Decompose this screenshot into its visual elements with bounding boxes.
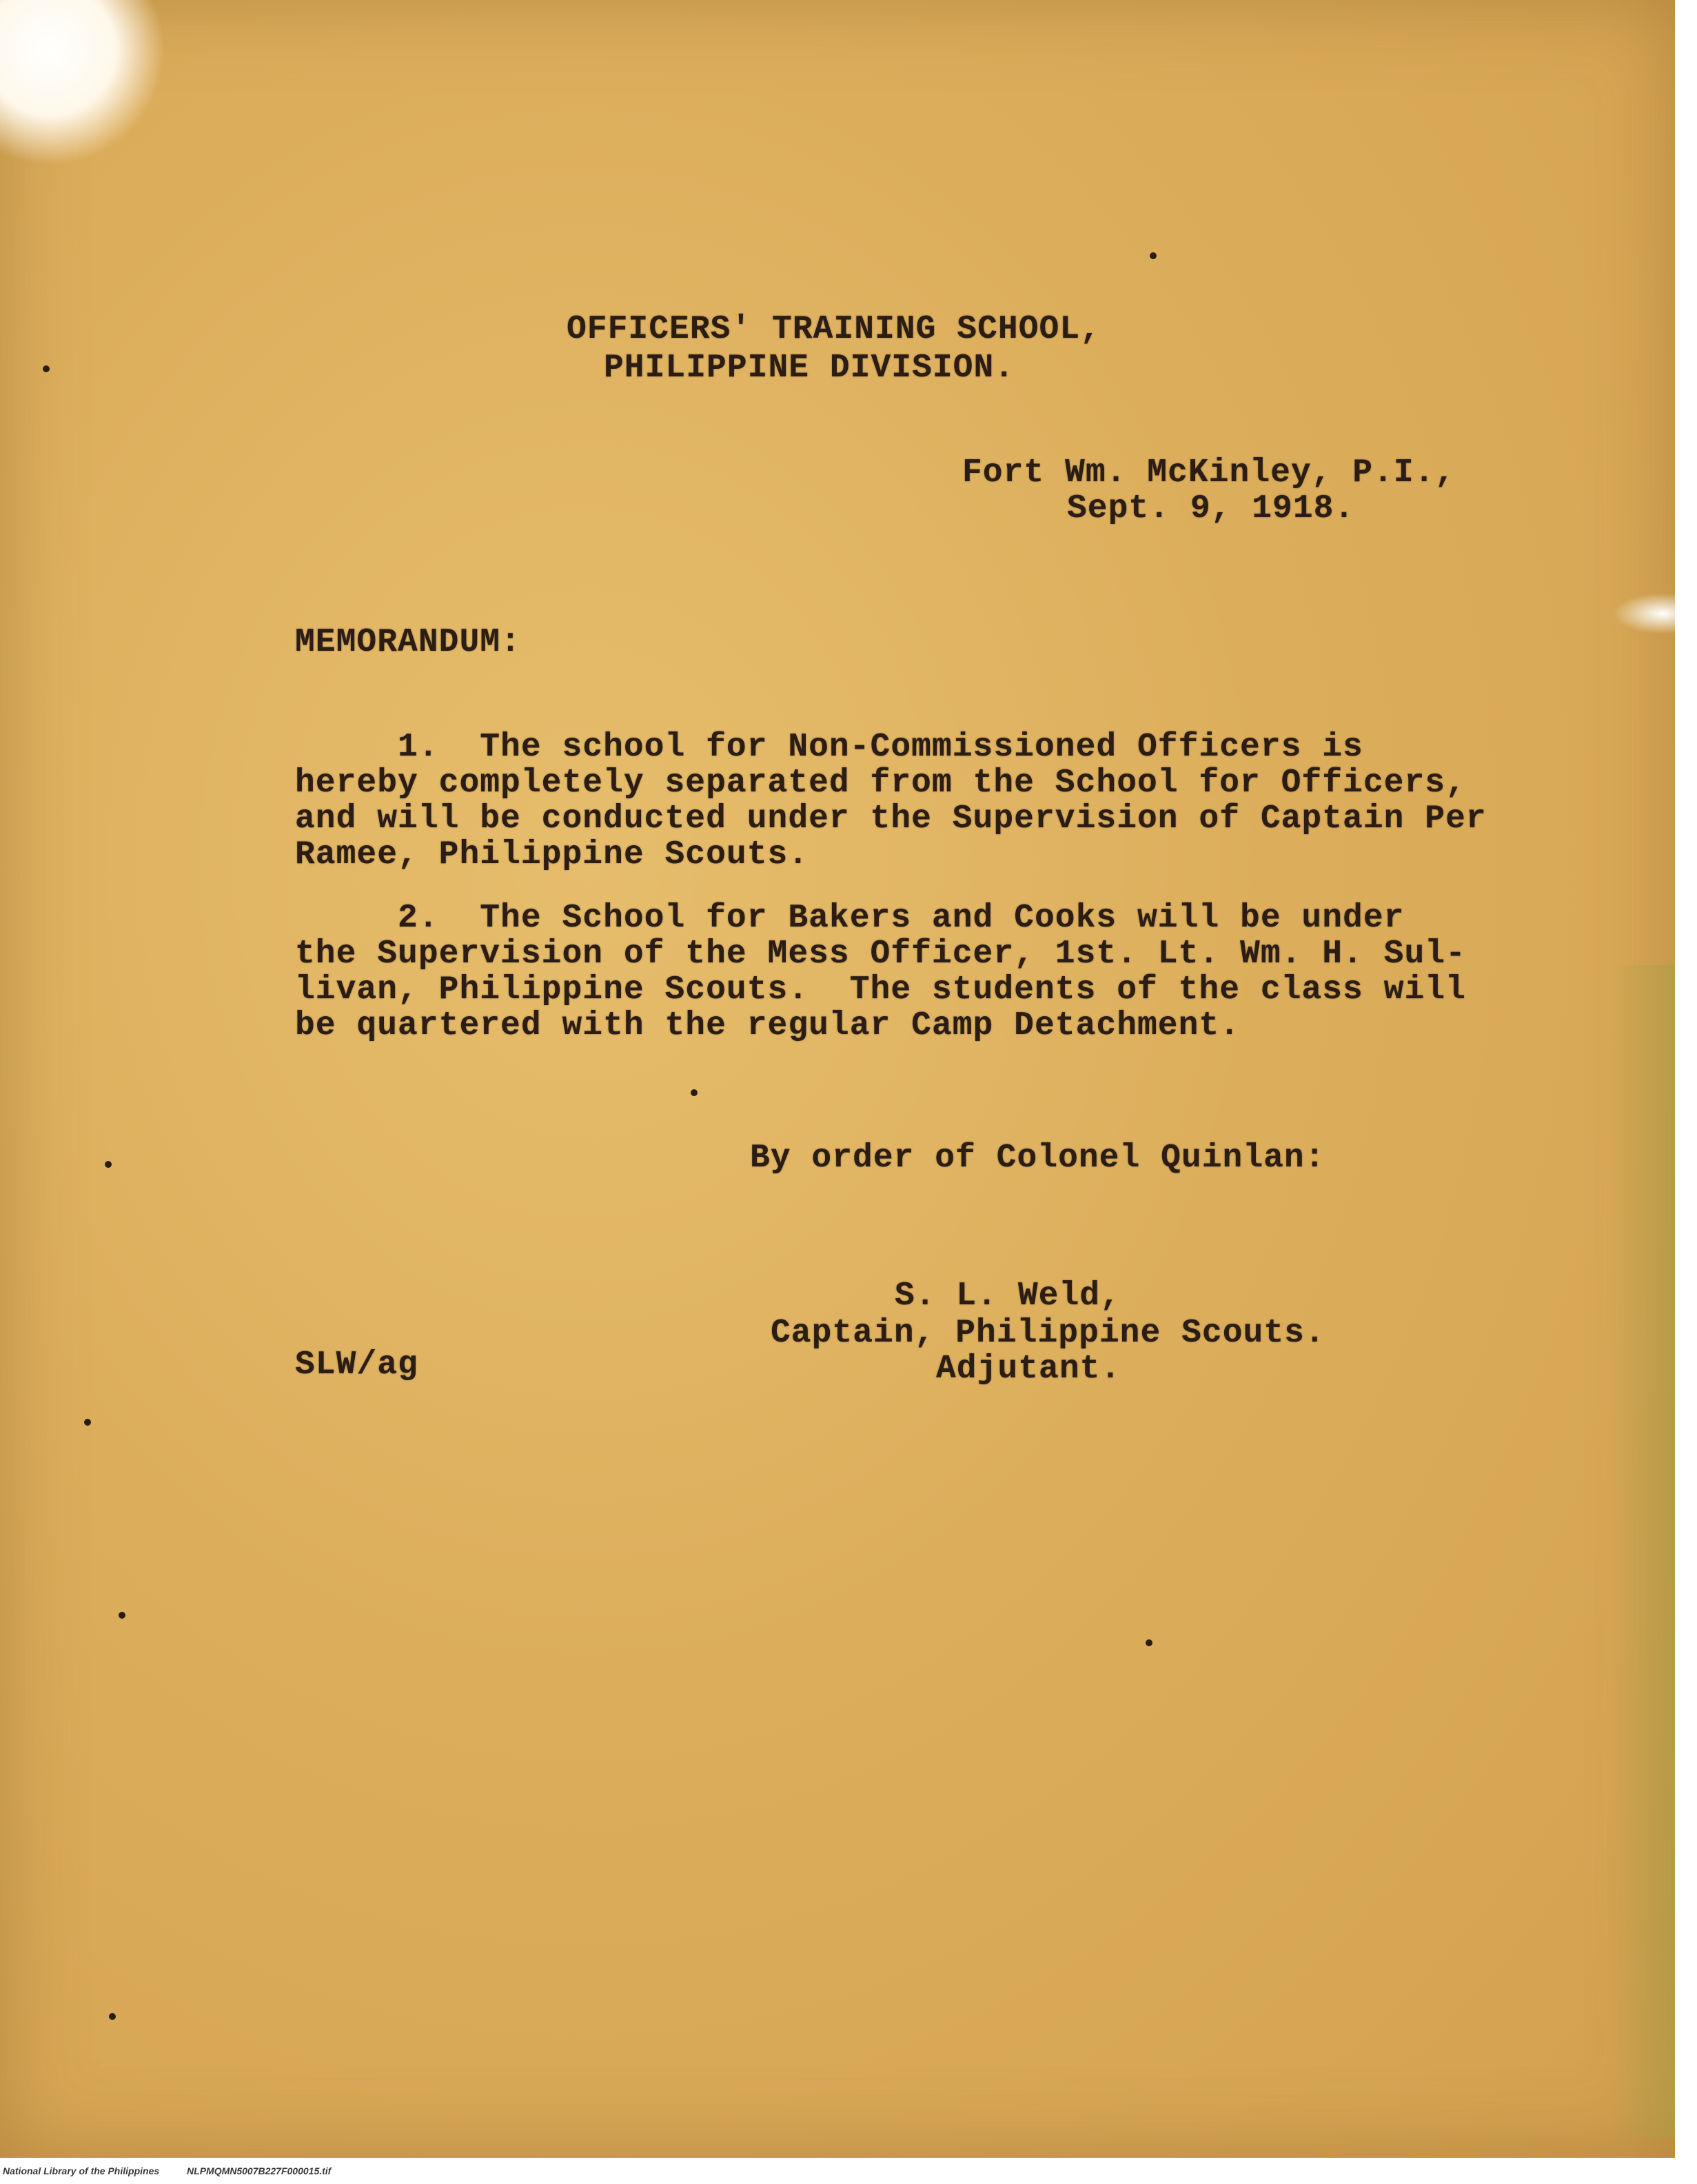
signer-name: S. L. Weld, bbox=[895, 1277, 1121, 1315]
paragraph-line: 2. The School for Bakers and Cooks will be under bbox=[295, 900, 1405, 937]
scan-footer bbox=[0, 2158, 1697, 2184]
ink-speck bbox=[84, 1419, 91, 1426]
library-credit: National Library of the Philippines bbox=[3, 2165, 160, 2176]
place-line: Fort Wm. McKinley, P.I., bbox=[962, 454, 1456, 492]
letterhead-line-2: PHILIPPINE DIVISION. bbox=[604, 350, 1015, 387]
paragraph-line: hereby completely separated from the School for Officers, bbox=[295, 765, 1466, 802]
ink-speck bbox=[1146, 1639, 1152, 1646]
signer-role: Adjutant. bbox=[936, 1351, 1121, 1388]
paragraph-line: 1. The school for Non-Commissioned Officers is bbox=[295, 729, 1363, 766]
paragraph-line: be quartered with the regular Camp Detachment. bbox=[295, 1007, 1241, 1044]
memorandum-heading: MEMORANDUM: bbox=[295, 624, 521, 661]
order-line: By order of Colonel Quinlan: bbox=[750, 1140, 1325, 1177]
ink-speck bbox=[43, 365, 50, 372]
ink-speck bbox=[105, 1161, 112, 1168]
water-stain bbox=[1613, 965, 1675, 2137]
paragraph-line: and will be conducted under the Supervision of Captain Per bbox=[295, 800, 1487, 838]
date-line: Sept. 9, 1918. bbox=[1067, 490, 1355, 527]
paragraph-line: Ramee, Philippine Scouts. bbox=[295, 836, 809, 873]
file-name: NLPMQMN5007B227F000015.tif bbox=[187, 2165, 332, 2176]
ink-speck bbox=[1150, 252, 1157, 259]
ink-speck bbox=[109, 2013, 116, 2020]
paragraph-line: livan, Philippine Scouts. The students of the class will bbox=[295, 971, 1466, 1009]
torn-corner bbox=[0, 0, 165, 165]
ink-speck bbox=[691, 1089, 698, 1096]
paragraph-line: the Supervision of the Mess Officer, 1st. Lt. Wm. H. Sul- bbox=[295, 936, 1466, 973]
reference-initials: SLW/ag bbox=[295, 1346, 418, 1384]
letterhead-line-1: OFFICERS' TRAINING SCHOOL, bbox=[567, 311, 1101, 348]
signer-rank: Captain, Philippine Scouts. bbox=[771, 1315, 1325, 1352]
torn-edge bbox=[1613, 593, 1675, 634]
ink-speck bbox=[119, 1612, 125, 1619]
